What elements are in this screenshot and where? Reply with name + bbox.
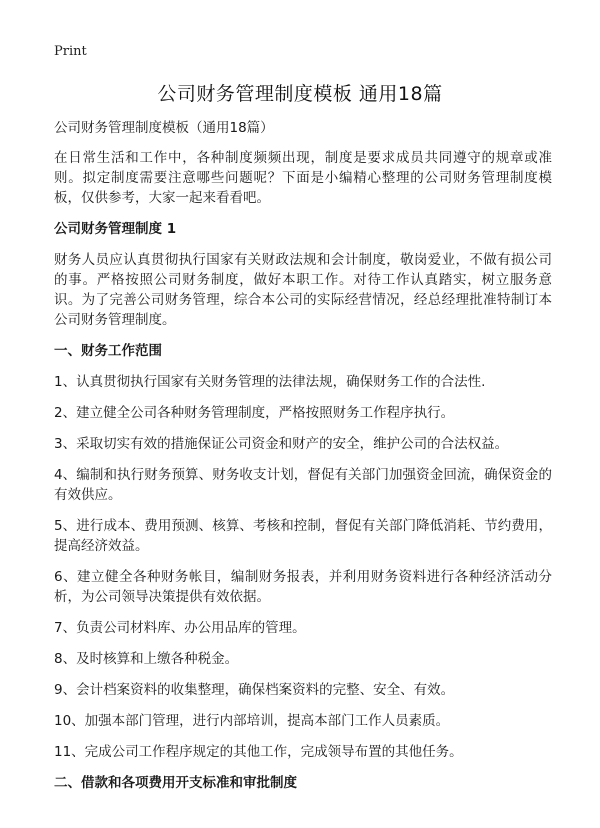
section-paragraph: 财务人员应认真贯彻执行国家有关财政法规和会计制度，敬岗爱业，不做有损公司的事。严格按照公司财务制度，做好本职工作。对待工作认真踏实，树立服务意识。为了完善公司财务管理，综合本公司的实际经营情况，经总经理批准特制订本公司财务管理制度。 [54, 252, 552, 328]
list-item: 8、及时核算和上缴各种税金。 [54, 651, 239, 667]
intro-paragraph: 在日常生活和工作中，各种制度频频出现，制度是要求成员共同遵守的规章或准则。拟定制度需要注意哪些问题呢？下面是小编精心整理的公司财务管理制度模板，仅供参考，大家一起来看看吧。 [54, 150, 552, 206]
list-item: 3、采取切实有效的措施保证公司资金和财产的安全，维护公司的合法权益。 [54, 436, 509, 452]
list-item: 10、加强本部门管理，进行内部培训，提高本部门工作人员素质。 [54, 713, 450, 729]
document-body [54, 118, 552, 804]
list-item: 1、认真贯彻执行国家有关财务管理的法律法规，确保财务工作的合法性. [54, 374, 486, 390]
list-item: 11、完成公司工作程序规定的其他工作，完成领导布置的其他任务。 [54, 744, 463, 760]
list-item: 2、建立健全公司各种财务管理制度，严格按照财务工作程序执行。 [54, 405, 455, 421]
list-item: 4、编制和执行财务预算、财务收支计划，督促有关部门加强资金回流，确保资金的有效供应。 [54, 467, 552, 503]
part-heading-work-scope: 一、财务工作范围 [54, 343, 162, 359]
section-heading: 公司财务管理制度 1 [54, 221, 177, 237]
list-item: 5、进行成本、费用预测、核算、考核和控制，督促有关部门降低消耗、节约费用，提高经济效益。 [54, 518, 552, 554]
document-subtitle: 公司财务管理制度模板（通用18篇） [54, 120, 274, 136]
list-item: 6、建立健全各种财务帐目，编制财务报表，并利用财务资料进行各种经济活动分析，为公司领导决策提供有效依据。 [54, 569, 552, 605]
document-title: 公司财务管理制度模板 通用18篇 [157, 83, 443, 105]
part-heading-expense-approval: 二、借款和各项费用开支标准和审批制度 [54, 775, 297, 791]
list-item: 7、负责公司材料库、办公用品库的管理。 [54, 620, 306, 636]
list-item: 9、会计档案资料的收集整理，确保档案资料的完整、安全、有效。 [54, 682, 455, 698]
print-link[interactable]: Print [54, 44, 87, 59]
work-scope-list [54, 372, 552, 762]
